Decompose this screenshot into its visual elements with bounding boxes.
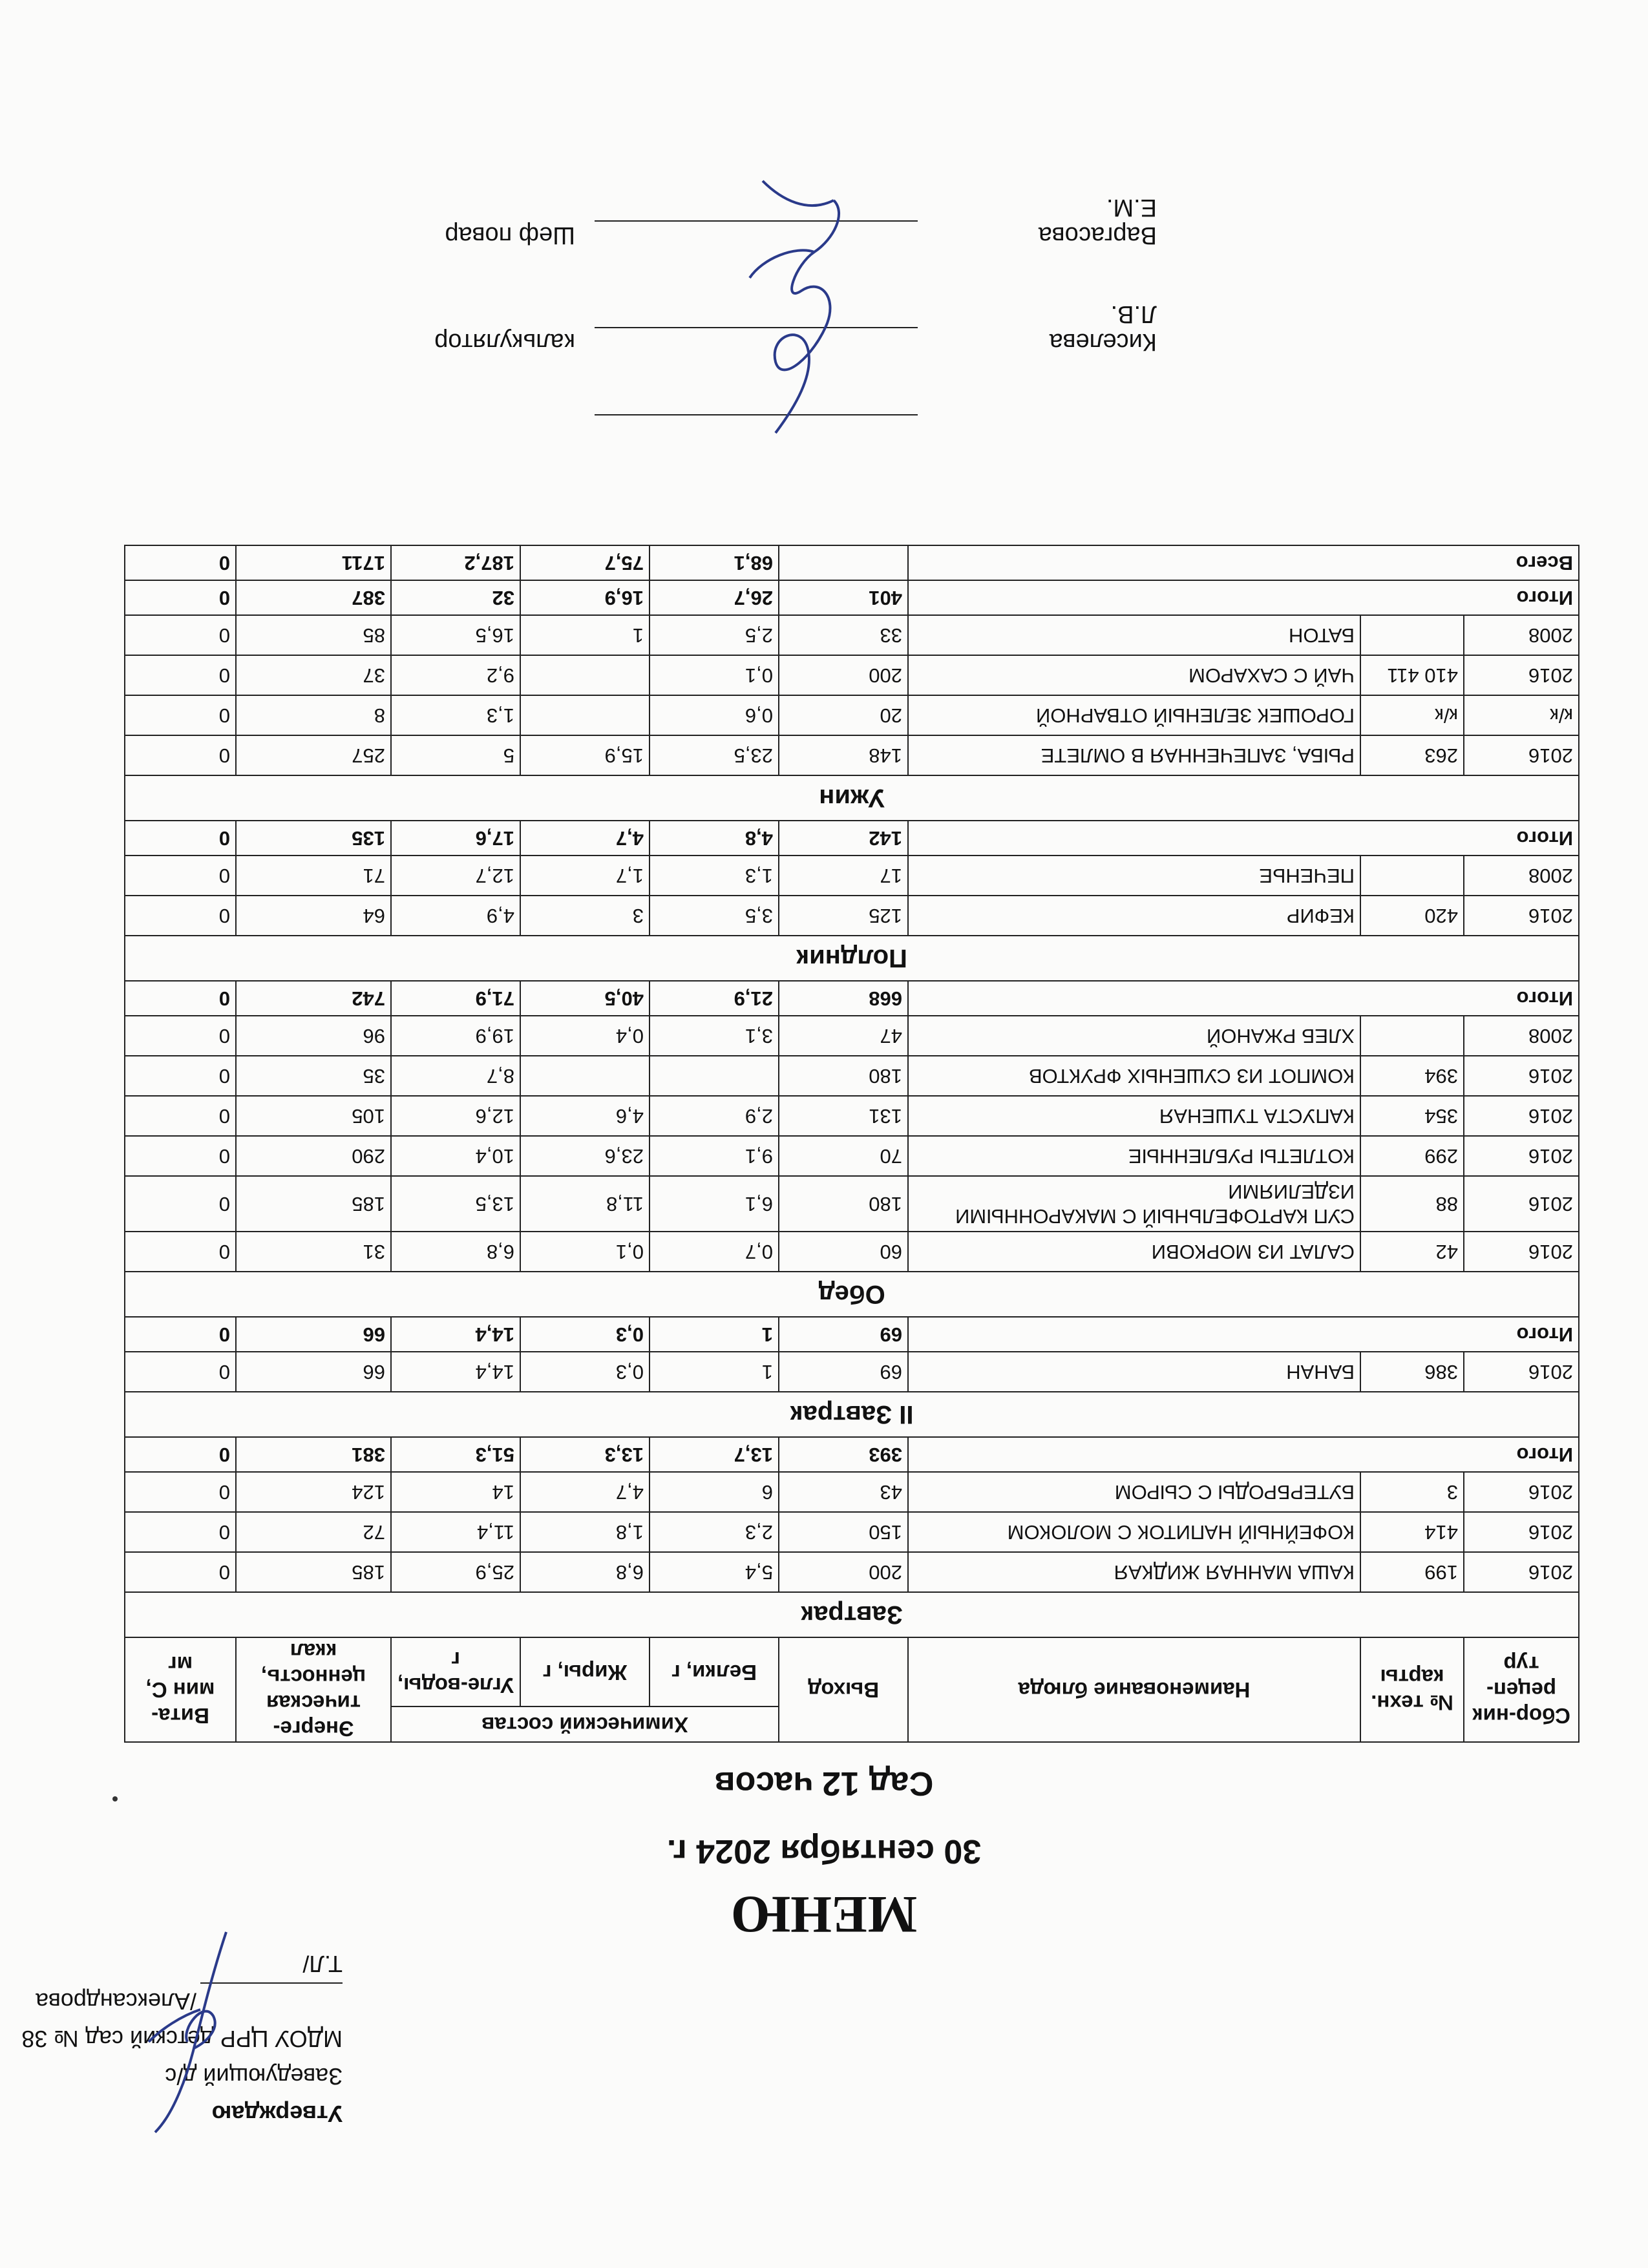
total-vitamin: 0	[125, 1317, 236, 1352]
section-header-row	[125, 1272, 1579, 1317]
fat-cell	[520, 695, 650, 735]
vitamin-cell: 0	[125, 1472, 236, 1512]
section-header-row	[125, 775, 1579, 821]
carb-cell: 5	[391, 735, 520, 775]
vitamin-cell: 0	[125, 1552, 236, 1592]
carb-cell: 10,4	[391, 1136, 520, 1176]
collection-cell: 2016	[1464, 1512, 1579, 1552]
section-header-row	[125, 1392, 1579, 1437]
vitamin-cell: 0	[125, 655, 236, 695]
vitamin-cell: 0	[125, 856, 236, 896]
header-protein: Белки, г	[650, 1637, 779, 1706]
header-name: Наименование блюда	[908, 1637, 1360, 1742]
vitamin-cell: 0	[125, 695, 236, 735]
dish-name-cell: САЛАТ ИЗ МОРКОВИ	[908, 1232, 1360, 1272]
menu-subtitle: Сад 12 часов	[714, 1765, 934, 1802]
dish-name-cell: БАТОН	[908, 615, 1360, 655]
collection-cell: к/к	[1464, 695, 1579, 735]
output-cell: 33	[779, 615, 908, 655]
output-cell: 20	[779, 695, 908, 735]
vitamin-cell: 0	[125, 1512, 236, 1552]
total-energy: 66	[236, 1317, 391, 1352]
total-vitamin: 0	[125, 580, 236, 615]
fat-cell: 4,7	[520, 1472, 650, 1512]
staff-signature	[730, 174, 872, 446]
output-cell: 131	[779, 1096, 908, 1136]
dish-row	[125, 1232, 1579, 1272]
protein-cell: 9,1	[650, 1136, 779, 1176]
approval-line-2: МДОУ ЦРР детский сад № 38	[21, 2026, 343, 2052]
energy-cell: 105	[236, 1096, 391, 1136]
dish-row	[125, 1136, 1579, 1176]
collection-cell: 2008	[1464, 856, 1579, 896]
protein-cell: 2,9	[650, 1096, 779, 1136]
carb-cell: 25,9	[391, 1552, 520, 1592]
section-title: Ужин	[125, 775, 1579, 821]
protein-cell: 23,5	[650, 735, 779, 775]
fat-cell: 4,6	[520, 1096, 650, 1136]
total-label: Итого	[908, 580, 1579, 615]
vitamin-cell: 0	[125, 1016, 236, 1056]
dish-name-cell: ЧАЙ С САХАРОМ	[908, 655, 1360, 695]
total-vitamin: 0	[125, 1437, 236, 1472]
energy-cell: 257	[236, 735, 391, 775]
collection-cell: 2016	[1464, 1232, 1579, 1272]
dish-name-cell: СУП КАРТОФЕЛЬНЫЙ С МАКАРОННЫМИ ИЗДЕЛИЯМИ	[908, 1176, 1360, 1232]
collection-cell: 2016	[1464, 1056, 1579, 1096]
menu-date: 30 сентября 2024 г.	[666, 1832, 982, 1870]
carb-cell: 4,9	[391, 896, 520, 936]
total-output: 142	[779, 821, 908, 856]
total-carb: 51,3	[391, 1437, 520, 1472]
collection-cell: 2016	[1464, 1552, 1579, 1592]
output-cell: 180	[779, 1176, 908, 1232]
vitamin-cell: 0	[125, 1176, 236, 1232]
vitamin-cell: 0	[125, 615, 236, 655]
dish-name-cell: КОМПОТ ИЗ СУШЕНЫХ ФРУКТОВ	[908, 1056, 1360, 1096]
grand-total-energy: 1711	[236, 545, 391, 580]
document-title: МЕНЮ	[730, 1885, 918, 1944]
protein-cell: 3,5	[650, 896, 779, 936]
dish-row	[125, 695, 1579, 735]
header-chem: Химический состав	[391, 1706, 779, 1742]
total-protein: 26,7	[650, 580, 779, 615]
total-fat: 0,3	[520, 1317, 650, 1352]
vitamin-cell: 0	[125, 1136, 236, 1176]
fat-cell: 0,1	[520, 1232, 650, 1272]
output-cell: 125	[779, 896, 908, 936]
card-cell: 354	[1360, 1096, 1464, 1136]
header-card: № техн. карты	[1360, 1637, 1464, 1742]
energy-cell: 96	[236, 1016, 391, 1056]
total-row	[125, 580, 1579, 615]
carb-cell: 1,3	[391, 695, 520, 735]
energy-cell: 31	[236, 1232, 391, 1272]
section-title: II Завтрак	[125, 1392, 1579, 1437]
section-header-row	[125, 1592, 1579, 1637]
total-energy: 742	[236, 981, 391, 1016]
total-energy: 387	[236, 580, 391, 615]
signatory-name: Варгасова Е.М.	[1038, 194, 1157, 249]
dish-row	[125, 655, 1579, 695]
header-vitamin: Вита-мин С, мг	[125, 1637, 236, 1742]
fat-cell: 0,3	[520, 1352, 650, 1392]
dish-name-cell: ХЛЕБ РЖАНОЙ	[908, 1016, 1360, 1056]
header-energy: Энерге-тическая ценность, ккал	[236, 1637, 391, 1742]
total-protein: 13,7	[650, 1437, 779, 1472]
section-title: Завтрак	[125, 1592, 1579, 1637]
dish-row	[125, 1096, 1579, 1136]
card-cell: 42	[1360, 1232, 1464, 1272]
carb-cell: 6,8	[391, 1232, 520, 1272]
collection-cell: 2016	[1464, 1352, 1579, 1392]
output-cell: 69	[779, 1352, 908, 1392]
total-label: Итого	[908, 1317, 1579, 1352]
approval-name: /Александрова Т.Л/	[36, 1951, 343, 2015]
energy-cell: 37	[236, 655, 391, 695]
collection-cell: 2016	[1464, 1176, 1579, 1232]
signatory-position: Шеф повар	[445, 222, 575, 249]
fat-cell: 11,8	[520, 1176, 650, 1232]
grand-total-output	[779, 545, 908, 580]
card-cell	[1360, 1016, 1464, 1056]
output-cell: 150	[779, 1512, 908, 1552]
dish-name-cell: БУТЕРБРОДЫ С СЫРОМ	[908, 1472, 1360, 1512]
energy-cell: 64	[236, 896, 391, 936]
dish-row	[125, 856, 1579, 896]
card-cell: 410 411	[1360, 655, 1464, 695]
energy-cell: 290	[236, 1136, 391, 1176]
collection-cell: 2016	[1464, 1096, 1579, 1136]
dish-row	[125, 1472, 1579, 1512]
carb-cell: 12,7	[391, 856, 520, 896]
fat-cell	[520, 1056, 650, 1096]
total-protein: 1	[650, 1317, 779, 1352]
protein-cell: 1,3	[650, 856, 779, 896]
dish-name-cell: КАПУСТА ТУШЕНАЯ	[908, 1096, 1360, 1136]
output-cell: 70	[779, 1136, 908, 1176]
total-vitamin: 0	[125, 981, 236, 1016]
dish-row	[125, 1552, 1579, 1592]
protein-cell: 0,7	[650, 1232, 779, 1272]
dish-row	[125, 735, 1579, 775]
carb-cell: 12,6	[391, 1096, 520, 1136]
fat-cell: 1,7	[520, 856, 650, 896]
fat-cell: 1,8	[520, 1512, 650, 1552]
total-output: 401	[779, 580, 908, 615]
vitamin-cell: 0	[125, 1232, 236, 1272]
collection-cell: 2008	[1464, 615, 1579, 655]
collection-cell: 2016	[1464, 655, 1579, 695]
menu-table	[124, 545, 1579, 1743]
dish-row	[125, 615, 1579, 655]
carb-cell: 14,4	[391, 1352, 520, 1392]
output-cell: 200	[779, 655, 908, 695]
fat-cell: 6,8	[520, 1552, 650, 1592]
dish-name-cell: КОТЛЕТЫ РУБЛЕННЫЕ	[908, 1136, 1360, 1176]
grand-total-carb: 187,2	[391, 545, 520, 580]
carb-cell: 14	[391, 1472, 520, 1512]
vitamin-cell: 0	[125, 735, 236, 775]
dish-name-cell: КЕФИР	[908, 896, 1360, 936]
card-cell: 263	[1360, 735, 1464, 775]
total-protein: 4,8	[650, 821, 779, 856]
energy-cell: 185	[236, 1176, 391, 1232]
total-carb: 14,4	[391, 1317, 520, 1352]
collection-cell: 2016	[1464, 1136, 1579, 1176]
card-cell: 299	[1360, 1136, 1464, 1176]
carb-cell: 9,2	[391, 655, 520, 695]
energy-cell: 71	[236, 856, 391, 896]
dish-name-cell: БАНАН	[908, 1352, 1360, 1392]
dish-row	[125, 1176, 1579, 1232]
protein-cell: 2,5	[650, 615, 779, 655]
total-output: 69	[779, 1317, 908, 1352]
total-fat: 13,3	[520, 1437, 650, 1472]
card-cell: 394	[1360, 1056, 1464, 1096]
section-header-row	[125, 936, 1579, 981]
collection-cell: 2016	[1464, 896, 1579, 936]
dish-row	[125, 1056, 1579, 1096]
protein-cell: 3,1	[650, 1016, 779, 1056]
total-carb: 17,6	[391, 821, 520, 856]
dish-row	[125, 1016, 1579, 1056]
card-cell: 420	[1360, 896, 1464, 936]
fat-cell	[520, 655, 650, 695]
card-cell: к/к	[1360, 695, 1464, 735]
dish-name-cell: ПЕЧЕНЬЕ	[908, 856, 1360, 896]
total-output: 393	[779, 1437, 908, 1472]
energy-cell: 35	[236, 1056, 391, 1096]
vitamin-cell: 0	[125, 1096, 236, 1136]
total-energy: 135	[236, 821, 391, 856]
fat-cell: 23,6	[520, 1136, 650, 1176]
grand-total-vitamin: 0	[125, 545, 236, 580]
output-cell: 180	[779, 1056, 908, 1096]
total-carb: 32	[391, 580, 520, 615]
output-cell: 148	[779, 735, 908, 775]
carb-cell: 8,7	[391, 1056, 520, 1096]
protein-cell: 0,1	[650, 655, 779, 695]
total-label: Итого	[908, 1437, 1579, 1472]
collection-cell: 2016	[1464, 735, 1579, 775]
card-cell: 386	[1360, 1352, 1464, 1392]
collection-cell: 2016	[1464, 1472, 1579, 1512]
grand-total-label: Всего	[908, 545, 1579, 580]
section-title: Полдник	[125, 936, 1579, 981]
carb-cell: 11,4	[391, 1512, 520, 1552]
dish-name-cell: РЫБА, ЗАПЕЧЕННАЯ В ОМЛЕТЕ	[908, 735, 1360, 775]
dish-name-cell: КАША МАННАЯ ЖИДКАЯ	[908, 1552, 1360, 1592]
carb-cell: 13,5	[391, 1176, 520, 1232]
total-row	[125, 981, 1579, 1016]
total-fat: 4,7	[520, 821, 650, 856]
grand-total-fat: 75,7	[520, 545, 650, 580]
total-row	[125, 1437, 1579, 1472]
header-output: Выход	[779, 1637, 908, 1742]
energy-cell: 124	[236, 1472, 391, 1512]
total-protein: 21,9	[650, 981, 779, 1016]
total-fat: 40,5	[520, 981, 650, 1016]
total-label: Итого	[908, 981, 1579, 1016]
card-cell: 88	[1360, 1176, 1464, 1232]
energy-cell: 72	[236, 1512, 391, 1552]
menu-body	[125, 545, 1579, 1637]
total-carb: 71,9	[391, 981, 520, 1016]
protein-cell: 6,1	[650, 1176, 779, 1232]
protein-cell: 6	[650, 1472, 779, 1512]
protein-cell: 0,6	[650, 695, 779, 735]
output-cell: 200	[779, 1552, 908, 1592]
carb-cell: 16,5	[391, 615, 520, 655]
output-cell: 47	[779, 1016, 908, 1056]
output-cell: 60	[779, 1232, 908, 1272]
fat-cell: 15,9	[520, 735, 650, 775]
total-fat: 16,9	[520, 580, 650, 615]
collection-cell: 2008	[1464, 1016, 1579, 1056]
vitamin-cell: 0	[125, 1352, 236, 1392]
fat-cell: 3	[520, 896, 650, 936]
protein-cell: 2,3	[650, 1512, 779, 1552]
total-vitamin: 0	[125, 821, 236, 856]
energy-cell: 66	[236, 1352, 391, 1392]
dish-row	[125, 1512, 1579, 1552]
approval-line-1: Заведующий д/с	[165, 2063, 343, 2090]
card-cell	[1360, 856, 1464, 896]
vitamin-cell: 0	[125, 1056, 236, 1096]
protein-cell	[650, 1056, 779, 1096]
dish-row	[125, 896, 1579, 936]
signatory-name: Киселева Л.В.	[1049, 300, 1157, 355]
signatory-position: калькулятор	[434, 328, 575, 355]
energy-cell: 8	[236, 695, 391, 735]
dish-name-cell: КОФЕЙНЫЙ НАПИТОК С МОЛОКОМ	[908, 1512, 1360, 1552]
total-energy: 381	[236, 1437, 391, 1472]
grand-total-row	[125, 545, 1579, 580]
header-carb: Угле-воды, г	[391, 1637, 520, 1706]
protein-cell: 1	[650, 1352, 779, 1392]
vitamin-cell: 0	[125, 896, 236, 936]
director-signature	[136, 1926, 265, 2139]
total-row	[125, 821, 1579, 856]
energy-cell: 185	[236, 1552, 391, 1592]
card-cell: 199	[1360, 1552, 1464, 1592]
card-cell: 3	[1360, 1472, 1464, 1512]
fat-cell: 1	[520, 615, 650, 655]
dish-name-cell: ГОРОШЕК ЗЕЛЕНЫЙ ОТВАРНОЙ	[908, 695, 1360, 735]
approval-heading: Утверждаю	[211, 2101, 343, 2127]
carb-cell: 19,9	[391, 1016, 520, 1056]
section-title: Обед	[125, 1272, 1579, 1317]
total-output: 668	[779, 981, 908, 1016]
fat-cell: 0,4	[520, 1016, 650, 1056]
grand-total-protein: 68,1	[650, 545, 779, 580]
card-cell	[1360, 615, 1464, 655]
output-cell: 43	[779, 1472, 908, 1512]
header-collection: Сбор-ник рецеп-тур	[1464, 1637, 1579, 1742]
total-label: Итого	[908, 821, 1579, 856]
ink-dot	[112, 1796, 118, 1801]
dish-row	[125, 1352, 1579, 1392]
header-fat: Жиры, г	[520, 1637, 650, 1706]
energy-cell: 85	[236, 615, 391, 655]
total-row	[125, 1317, 1579, 1352]
output-cell: 17	[779, 856, 908, 896]
card-cell: 414	[1360, 1512, 1464, 1552]
protein-cell: 5,4	[650, 1552, 779, 1592]
